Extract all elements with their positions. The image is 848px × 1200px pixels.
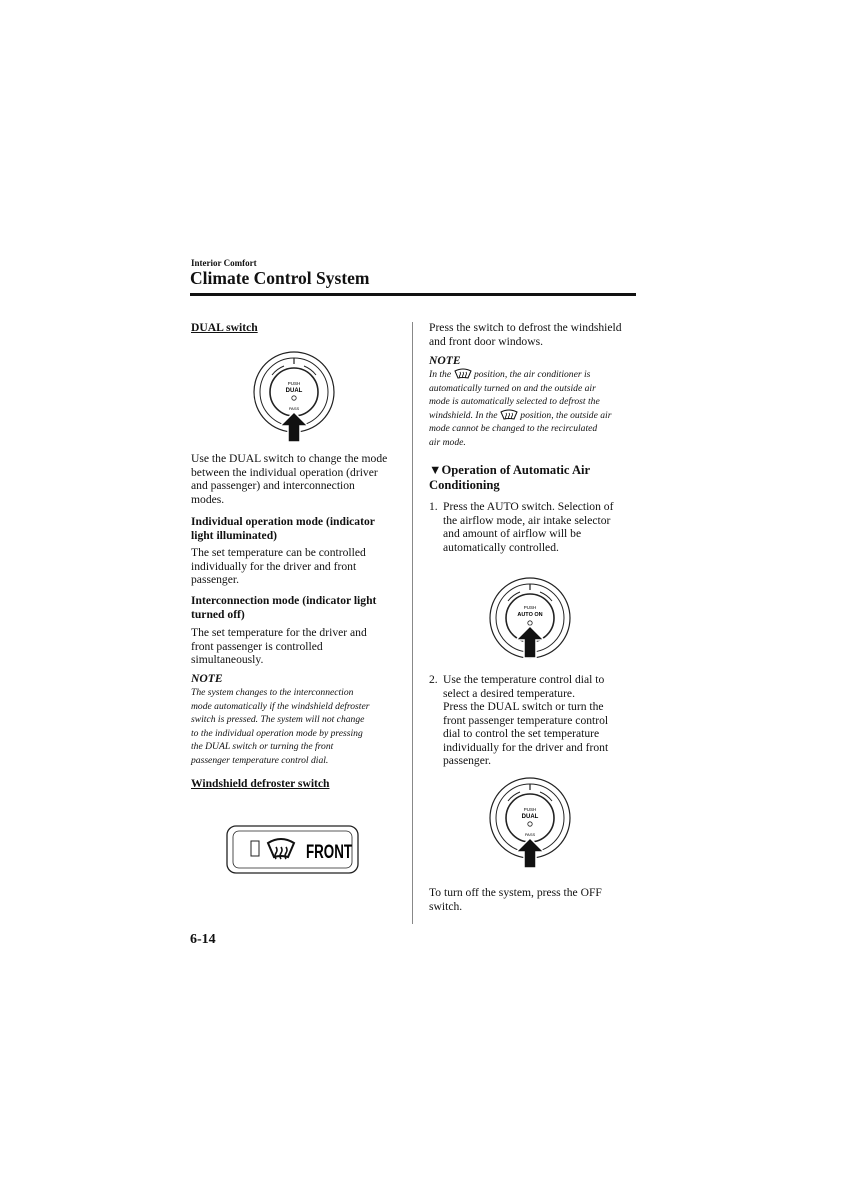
auto-ac-heading: ▼Operation of Automatic Air Conditioning [429,463,591,492]
step-1-text: Press the AUTO switch. Selection of the airflow mode, air intake selector and amount of airflow will be automatically controlled. [443,500,614,554]
note-right-part2: position, the air conditioner is [473,369,591,380]
dial-dual-text: DUAL [285,388,303,394]
page-number: 6-14 [190,932,216,947]
step-2-text: Use the temperature control dial to select a desired temperature. Press the DUAL switch or turn the front passenger temperature control dial to control the set temperature individually for the driver and front passenger. [443,673,609,767]
note-text-left: The system changes to the interconnection mode automatically if the windshield defroster switch is pressed. The system will not change to the individual operation mode by pressing the DUAL switch or turning the front passenger temperature control dial. [191,687,370,766]
note-right-part3: windshield. In the [429,409,498,421]
step-1 [429,500,644,554]
dial-push-text: PUSH [523,605,537,610]
note-right-part1: In the [429,369,452,380]
dual-dial-illustration [252,350,336,446]
dial-push-text: PUSH [287,381,301,386]
auto-on-dial-illustration [488,576,572,672]
step-2 [429,673,644,768]
note-text-right [429,368,644,449]
dial-pass-text: PASS [524,832,536,837]
defrost-intro: Press the switch to defrost the windshield and front door windows. [429,321,622,348]
dual-switch-heading: DUAL switch [191,321,258,334]
page-title: Climate Control System [190,268,370,288]
column-divider [412,322,413,924]
defrost-icon [454,368,472,379]
note-label-right: NOTE [429,354,461,367]
dual-description: Use the DUAL switch to change the mode between the individual operation (driver and passenger) and interconnection modes. [191,452,388,506]
turn-off-instruction: To turn off the system, press the OFF switch. [429,886,602,913]
defrost-icon [500,409,518,420]
dual-dial-illustration-right [488,776,572,872]
title-rule [190,293,636,296]
dial-dual-text: DUAL [521,814,539,820]
note-right-rest2: mode cannot be changed to the recirculated air mode. [429,423,598,448]
individual-mode-heading: Individual operation mode (indicator light illuminated) [191,515,375,542]
individual-mode-description: The set temperature can be controlled individually for the driver and front passenger. [191,546,366,586]
note-label-left: NOTE [191,672,223,685]
interconnection-mode-description: The set temperature for the driver and front passenger is controlled simultaneously. [191,626,367,666]
front-label: FRONT [306,842,353,863]
defroster-switch-heading: Windshield defroster switch [191,777,330,790]
note-right-rest1: automatically turned on and the outside air mode is automatically selected to defrost the [429,382,600,407]
step-2-number: 2. [429,673,438,686]
front-defroster-switch-illustration [226,825,360,875]
note-right-part4: position, the outside air [520,409,612,421]
dial-push-text: PUSH [523,807,537,812]
interconnection-mode-heading: Interconnection mode (indicator light turned off) [191,594,377,621]
dial-auto-on-text: AUTO ON [517,612,543,618]
section-label: Interior Comfort [191,258,257,268]
dial-pass-text: PASS [288,406,300,411]
step-1-number: 1. [429,500,438,513]
